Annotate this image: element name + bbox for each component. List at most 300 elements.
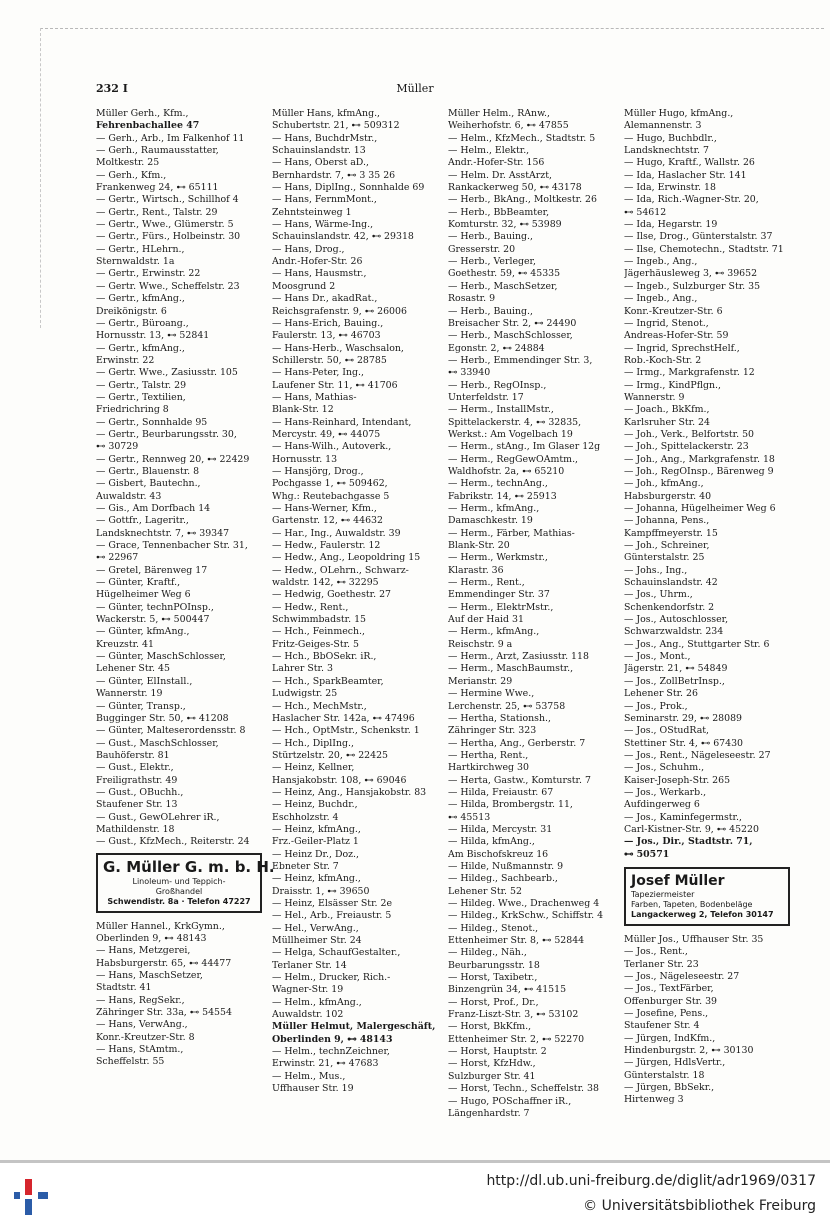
directory-entry-line: Müller Hugo, kfmAng., [624, 108, 734, 119]
directory-entry-line: — Joh., RegOInsp., Bärenweg 9 [624, 465, 774, 477]
directory-entry-line: Fehrenbachallee 47 [96, 120, 200, 132]
directory-entry-line: — Ida, Haslacher Str. 141 [624, 169, 747, 181]
directory-entry-line: waldstr. 142, ⊷ 32295 [272, 577, 379, 589]
directory-entry-line: Bernhardstr. 7, ⊷ 3 35 26 [272, 169, 396, 181]
directory-entry-line: Reichsgrafenstr. 9, ⊷ 26006 [272, 305, 407, 317]
page-edge-dashes-left [40, 28, 41, 328]
directory-entry-line: Carl-Kistner-Str. 9, ⊷ 45220 [624, 823, 759, 835]
directory-entry-line: — Horst, Prof., Dr., [448, 996, 539, 1008]
directory-entry-line: — Ingrid, Stenot., [624, 317, 709, 329]
directory-entry-line: — Hch., Feinmech., [272, 626, 366, 638]
directory-entry-line: Bauhöferstr. 81 [96, 749, 170, 761]
directory-entry-line: — Hch., SparkBeamter, [272, 675, 384, 687]
footer-divider [0, 1160, 830, 1163]
directory-entry-line: — Horst, Techn., Scheffelstr. 38 [448, 1083, 599, 1095]
directory-entry-line: Stürtzelstr. 20, ⊷ 22425 [272, 749, 389, 761]
directory-entry-line: — Gust., GewOLehrer iR., [96, 811, 220, 823]
directory-entry-line: Binzengrün 34, ⊷ 41515 [448, 984, 567, 996]
directory-entry-line: — Hans, Drog., [272, 243, 345, 255]
directory-entry-line: Jägerstr. 21, ⊷ 54849 [624, 663, 728, 675]
directory-entry-line: Stadtstr. 41 [96, 982, 152, 994]
page-edge-dashes [40, 28, 824, 29]
directory-entry-line: Fabrikstr. 14, ⊷ 25913 [448, 490, 557, 502]
directory-entry-line: Gartenstr. 12, ⊷ 44632 [272, 515, 383, 527]
directory-entry-line: Auwaldstr. 102 [272, 1009, 344, 1021]
directory-entry-line: Kampffmeyerstr. 15 [624, 527, 718, 539]
directory-entry-line: Kaiser-Joseph-Str. 265 [624, 774, 731, 786]
directory-entry-line: Merianstr. 29 [448, 675, 513, 687]
directory-entry-line: — Günter, MaschSchlosser, [96, 651, 226, 663]
directory-entry-line: — Hedwig, Goethestr. 27 [272, 589, 392, 601]
directory-entry-line: — Hans Dr., akadRat., [272, 293, 378, 305]
directory-entry-line: Andr.-Hofer-Str. 26 [272, 256, 363, 268]
directory-entry-line: Auf der Haid 31 [448, 614, 524, 626]
directory-entry-line: Egonstr. 2, ⊷ 24884 [448, 342, 545, 354]
directory-entry-line: Müller Helm., RAnw., [448, 108, 550, 119]
directory-entry-line: Rob.-Koch-Str. 2 [624, 354, 702, 366]
directory-entry-line: Faulerstr. 13, ⊷ 46703 [272, 330, 381, 342]
directory-entry-line: — Helga, SchaufGestalter., [272, 947, 401, 959]
directory-entry-line: — Gust., OBuchh., [96, 786, 184, 798]
directory-entry-line: ⊷ 22967 [96, 552, 139, 564]
directory-entry-line: — Hel., Arb., Freiaustr. 5 [272, 910, 392, 922]
directory-entry-line: — Ingeb., Ang., [624, 256, 698, 268]
directory-entry-line: Werkst.: Am Vogelbach 19 [448, 428, 573, 440]
directory-entry-line: — Herb., BkAng., Moltkestr. 26 [448, 194, 597, 206]
directory-entry-line: — Herm., InstallMstr., [448, 404, 554, 416]
directory-entry-line: — Hugo, POSchaffner iR., [448, 1095, 572, 1107]
directory-entry-line: — Hans, Metzgerei, [96, 945, 191, 957]
directory-entry-line: Reischstr. 9 a [448, 638, 513, 650]
directory-entry-line: — Gust., KfzMech., Reiterstr. 24 [96, 836, 250, 848]
directory-entry-line: — Hans-Wilh., Autoverk., [272, 441, 392, 453]
directory-entry-line: — Herm., stAng., Im Glaser 12g [448, 441, 601, 453]
directory-entry-line: — Hans, Mathias- [272, 391, 357, 403]
directory-entry-line: ⊷ 50571 [624, 848, 670, 860]
directory-entry-line: Hornusstr. 13, ⊷ 52841 [96, 330, 210, 342]
directory-entry-line: Ettenheimer Str. 2, ⊷ 52270 [448, 1033, 585, 1045]
directory-entry-line: Oberlinden 9, ⊷ 48143 [96, 932, 207, 944]
directory-column-2 [272, 108, 444, 1096]
directory-entry-line: Erwinstr. 22 [96, 354, 155, 366]
directory-entry-line: — Jos., TextFärber, [624, 983, 714, 995]
directory-entry-line: — Helm., Drucker, Rich.- [272, 972, 391, 984]
directory-entry-line: Hansjakobstr. 108, ⊷ 69046 [272, 774, 407, 786]
directory-entry-line: Hügelheimer Weg 6 [96, 589, 191, 601]
ad-contact-line: Schwendistr. 8a · Telefon 47227 [107, 896, 251, 906]
directory-entry-line: — Gertr., Büroang., [96, 317, 189, 329]
directory-entry-line: Sulzburger Str. 41 [448, 1070, 536, 1082]
directory-entry-line: Längenhardstr. 7 [448, 1107, 530, 1119]
directory-entry-line: Scheffelstr. 55 [96, 1056, 165, 1068]
directory-entry-line: — Jürgen, BbSekr., [624, 1082, 715, 1094]
directory-entry-line: — Hans, StAmtm., [96, 1044, 184, 1056]
directory-entry-line: Schwarzwaldstr. 234 [624, 626, 724, 638]
directory-entry-line: — Hertha, Stationsh., [448, 712, 551, 724]
directory-entry-line: Whg.: Reutebachgasse 5 [272, 490, 390, 502]
directory-entry-line: — Herm., Werkmstr., [448, 552, 548, 564]
directory-entry-line: Haslacher Str. 142a, ⊷ 47496 [272, 712, 415, 724]
directory-entry-line: Unterfeldstr. 17 [448, 391, 524, 403]
directory-entry-line: — Jos., Werkarb., [624, 786, 707, 798]
directory-entry-line: Terlaner Str. 23 [624, 958, 699, 970]
directory-entry-line: Mercystr. 49, ⊷ 44075 [272, 428, 381, 440]
directory-entry-line: — Jos., Rent., Nägeleseestr. 27 [624, 749, 771, 761]
directory-entry-line: — Horst, KfzHdw., [448, 1058, 536, 1070]
directory-entry-line: Lehener Str. 52 [448, 885, 522, 897]
directory-entry-line: — Jos., Ang., Stuttgarter Str. 6 [624, 638, 770, 650]
directory-entry-line: — Heinz, kfmAng., [272, 873, 361, 885]
directory-entry-line: Hartkirchweg 30 [448, 762, 529, 774]
directory-entry-line: — Hugo, Buchbdlr., [624, 132, 717, 144]
directory-entry-line: Landsknechtstr. 7 [624, 145, 709, 157]
ad-text-line: Großhandel [155, 886, 203, 896]
directory-entry-line: Klarastr. 36 [448, 564, 504, 576]
directory-entry-line: — Johs., Ing., [624, 564, 688, 576]
directory-entry-line: Komturstr. 32, ⊷ 53989 [448, 219, 562, 231]
directory-entry-line: — Herb., Emmendinger Str. 3, [448, 354, 593, 366]
directory-entry-line: Frz.-Geiler-Platz 1 [272, 836, 359, 848]
directory-entry-line: — Hugo, Kraftf., Wallstr. 26 [624, 157, 755, 169]
directory-entry-line: Andreas-Hofer-Str. 59 [624, 330, 729, 342]
directory-entry-line: — Hans, Wärme-Ing., [272, 219, 374, 231]
directory-entry-line: Lahrer Str. 3 [272, 663, 333, 675]
directory-entry-line: — Heinz, Elsässer Str. 2e [272, 898, 393, 909]
directory-entry-line: — Helm., Mus., [272, 1070, 346, 1082]
directory-entry-line: — Herb., MaschSetzer, [448, 280, 558, 292]
directory-entry-line: — Hilda, Mercystr. 31 [448, 823, 553, 835]
directory-entry-line: — Gertr., Erwinstr. 22 [96, 268, 201, 280]
page-number: 232 I [96, 82, 128, 95]
directory-entry-line: Draisstr. 1, ⊷ 39650 [272, 885, 370, 897]
directory-entry-line: Ludwigstr. 25 [272, 688, 338, 700]
directory-entry-line: Müllheimer Str. 24 [272, 935, 362, 947]
directory-entry-line: Schauinslandstr. 42, ⊷ 29318 [272, 231, 414, 243]
directory-entry-line: Franz-Liszt-Str. 3, ⊷ 53102 [448, 1009, 579, 1021]
directory-entry-line: Gresserstr. 20 [448, 243, 516, 255]
library-logo-icon [12, 1175, 52, 1217]
directory-entry-line: Konr.-Kreutzer-Str. 6 [624, 305, 723, 317]
directory-entry-line: Müller Helmut, Malergeschäft, [272, 1021, 436, 1033]
directory-entry-line: — Herb., Bauing., [448, 305, 534, 317]
directory-entry-line: Schenkendorfstr. 2 [624, 601, 715, 613]
directory-entry-line: — Günter, Kraftf., [96, 577, 181, 589]
directory-entry-line: Wannerstr. 9 [624, 391, 685, 403]
directory-entry-line: — Helm., KfzMech., Stadtstr. 5 [448, 132, 596, 144]
directory-entry-line: — Helm., Elektr., [448, 145, 530, 157]
directory-entry-line: — Hildeg., Stenot., [448, 922, 539, 934]
directory-entry-line: — Hildeg., Sachbearb., [448, 873, 558, 885]
directory-entry-line: Habsburgerstr. 40 [624, 490, 712, 502]
directory-entry-line: Laufener Str. 11, ⊷ 41706 [272, 379, 398, 391]
directory-entry-line: — Hans-Reinhard, Intendant, [272, 416, 412, 428]
directory-entry-line: ⊷ 45513 [448, 811, 491, 823]
directory-entry-line: — Jürgen, HdlsVertr., [624, 1057, 726, 1069]
directory-entry-line: — Heinz Dr., Doz., [272, 848, 360, 860]
advertisement-slot [624, 867, 796, 926]
directory-entry-line: — Gertr., Rennweg 20, ⊷ 22429 [96, 453, 250, 465]
directory-entry-line: Hornusstr. 13 [272, 453, 338, 465]
directory-entry-line: — Herb., RegOInsp., [448, 379, 547, 391]
directory-column-4 [624, 108, 796, 1107]
directory-entry-line: Moltkestr. 25 [96, 157, 160, 169]
directory-entry-line: — Hans, RegSekr., [96, 994, 185, 1006]
directory-entry-line: Zehntsteinweg 1 [272, 206, 352, 218]
directory-entry-line: — Jos., Dir., Stadtstr. 71, [624, 836, 753, 848]
directory-entry-line: — Hertha, Ang., Gerberstr. 7 [448, 737, 586, 749]
viewer-footer [0, 1160, 830, 1222]
directory-entry-line: — Heinz, Buchdr., [272, 799, 358, 811]
directory-entry-line: — Gertr., kfmAng., [96, 342, 185, 354]
directory-entry-line: — Günter, Transp., [96, 700, 186, 712]
directory-entry-line: — Ilse, Drog., Günterstalstr. 37 [624, 231, 773, 243]
directory-entry-line: — Hch., OptMstr., Schenkstr. 1 [272, 725, 420, 737]
directory-entry-line: — Gertr., kfmAng., [96, 293, 185, 305]
directory-entry-line: — Gretel, Bärenweg 17 [96, 564, 208, 576]
directory-entry-line: — Gis., Am Dorfbach 14 [96, 503, 211, 514]
directory-entry-line: — Hans-Werner, Kfm., [272, 503, 377, 514]
directory-entry-line: — Jürgen, IndKfm., [624, 1032, 716, 1044]
directory-entry-line: — Herb., BbBeamter, [448, 206, 550, 218]
directory-entry-line: — Herb., MaschSchlosser, [448, 330, 573, 342]
directory-entry-line: Blank-Str. 12 [272, 404, 334, 416]
directory-entry-line: Schwimmbadstr. 15 [272, 614, 367, 626]
directory-entry-line: — Gertr., Talstr. 29 [96, 379, 187, 391]
directory-entry-line: — Ilse, Chemotechn., Stadtstr. 71 [624, 243, 784, 255]
directory-entry-line: — Johanna, Pens., [624, 515, 710, 527]
directory-entry-line: — Hansjörg, Drog., [272, 465, 364, 477]
directory-entry-line: — Hch., BbOSekr. iR., [272, 651, 377, 663]
directory-entry-line: — Günter, technPOInsp., [96, 601, 214, 613]
directory-entry-line: ⊷ 54612 [624, 206, 667, 218]
directory-entry-line: — Ida, Hegarstr. 19 [624, 219, 718, 231]
directory-entry-line: — Günter, ElInstall., [96, 675, 193, 687]
directory-entry-line: Mathildenstr. 18 [96, 823, 175, 835]
directory-entry-line: — Herm., kfmAng., [448, 503, 540, 514]
directory-entry-line: — Heinz, Ang., Hansjakobstr. 83 [272, 786, 427, 798]
directory-entry-line: — Joh., Schreiner, [624, 540, 710, 552]
directory-entry-line: Ettenheimer Str. 8, ⊷ 52844 [448, 935, 585, 947]
directory-entry-line: — Herm., kfmAng., [448, 626, 540, 638]
directory-entry-line: — Hel., VerwAng., [272, 922, 359, 934]
directory-entry-line: — Ingeb., Sulzburger Str. 35 [624, 280, 761, 292]
directory-entry-line: Rosastr. 9 [448, 293, 496, 305]
directory-entry-line: Günterstalstr. 25 [624, 552, 705, 564]
directory-entry-line: — Herb., Bauing., [448, 231, 534, 243]
directory-entry-line: — Gertr., Sonnhalde 95 [96, 416, 208, 428]
directory-entry-line: Kreuzstr. 41 [96, 638, 154, 650]
directory-entry-line: — Gertr. Wwe., Scheffelstr. 23 [96, 280, 240, 292]
directory-entry-line: — Hilda, kfmAng., [448, 836, 535, 848]
directory-entry-line: — Herm., MaschBaumstr., [448, 663, 574, 675]
directory-entry-line: Beurbarungsstr. 18 [448, 959, 540, 971]
directory-entry-line: — Joach., BkKfm., [624, 404, 710, 416]
ad-text-line: Farben, Tapeten, Bodenbeläge [631, 899, 753, 909]
directory-column-3 [448, 108, 620, 1120]
directory-entry-line: Wackerstr. 5, ⊷ 500447 [96, 614, 210, 626]
advertiser-name: Josef Müller [631, 872, 725, 889]
directory-entry-line: — Joh., Verk., Belfortstr. 50 [624, 428, 755, 440]
directory-entry-line: — Hilde, Nußmannstr. 9 [448, 860, 564, 872]
directory-entry-line: Andr.-Hofer-Str. 156 [448, 157, 545, 169]
directory-entry-line: Dreikönigstr. 6 [96, 305, 167, 317]
directory-entry-line: Freiligrathstr. 49 [96, 774, 178, 786]
directory-entry-line: Karlsruher Str. 24 [624, 416, 710, 428]
advertisement-box [624, 867, 790, 926]
directory-entry-line: — Helm., kfmAng., [272, 996, 362, 1008]
directory-entry-line: — Ingrid, SprechstHelf., [624, 342, 740, 354]
directory-entry-line: — Gertr., Wirtsch., Schillhof 4 [96, 194, 239, 206]
directory-entry-line: Am Bischofskreuz 16 [448, 848, 549, 860]
directory-entry-line: Weiherhofstr. 6, ⊷ 47855 [448, 120, 569, 132]
directory-entry-line: Müller Gerh., Kfm., [96, 108, 189, 119]
directory-entry-line: — Joh., kfmAng., [624, 478, 704, 490]
directory-entry-line: — Hans, FernmMont., [272, 194, 377, 206]
directory-entry-line: — Hans, MaschSetzer, [96, 970, 203, 981]
directory-entry-line: — Jos., Prok., [624, 700, 688, 712]
directory-entry-line: — Gertr., HLehrn., [96, 243, 185, 255]
ad-text-line: Linoleum- und Teppich- [132, 876, 226, 886]
directory-entry-line: Müller Hans, kfmAng., [272, 108, 381, 119]
directory-entry-line: — Gust., MaschSchlosser, [96, 737, 219, 749]
directory-entry-line: Erwinstr. 21, ⊷ 47683 [272, 1058, 379, 1070]
directory-entry-line: Rankackerweg 50, ⊷ 43178 [448, 182, 582, 194]
directory-entry-line: Ebneter Str. 7 [272, 860, 339, 872]
directory-entry-line: ⊷ 30729 [96, 441, 139, 453]
directory-entry-line: Emmendinger Str. 37 [448, 589, 550, 601]
directory-entry-line: Friedrichring 8 [96, 404, 169, 416]
directory-entry-line: — Hans, Oberst aD., [272, 157, 369, 169]
directory-entry-line: Lehener Str. 45 [96, 663, 170, 675]
directory-entry-line: Offenburger Str. 39 [624, 995, 717, 1007]
directory-entry-line: — Gertr., Rent., Talstr. 29 [96, 206, 218, 218]
directory-entry-line: — Herm., RegGewOAmtm., [448, 453, 579, 465]
directory-entry-line: Staufener Str. 4 [624, 1020, 700, 1032]
directory-entry-line: — Jos., Schuhm., [624, 762, 705, 774]
directory-entry-line: — Irmg., KindPflgn., [624, 379, 721, 391]
directory-entry-line: Damaschkestr. 19 [448, 515, 533, 527]
directory-entry-line: Spittelackerstr. 4, ⊷ 32835, [448, 416, 582, 428]
directory-entry-line: Breisacher Str. 2, ⊷ 24490 [448, 317, 577, 329]
directory-entry-line: — Hans-Herb., Waschsalon, [272, 342, 404, 354]
directory-entry-line: — Hans-Peter, Ing., [272, 367, 364, 379]
directory-entry-line: Wannerstr. 19 [96, 688, 163, 700]
directory-entry-line: Hirtenweg 3 [624, 1094, 684, 1106]
directory-entry-line: — Jos., Mont., [624, 651, 691, 663]
directory-entry-line: Uffhauser Str. 19 [272, 1083, 354, 1095]
directory-entry-line: — Hans, DiplIng., Sonnhalde 69 [272, 182, 425, 194]
directory-entry-line: — Hedw., Ang., Leopoldring 15 [272, 552, 421, 564]
directory-entry-line: — Gisbert, Bautechn., [96, 478, 201, 490]
directory-entry-line: Terlaner Str. 14 [272, 959, 347, 971]
directory-entry-line: — Gerh., Kfm., [96, 169, 167, 181]
directory-entry-line: — Gust., Elektr., [96, 762, 174, 774]
directory-entry-line: Goethestr. 59, ⊷ 45335 [448, 268, 561, 280]
directory-entry-line: — Hilda, Freiaustr. 67 [448, 786, 554, 798]
directory-entry-line: — Gerh., Raumausstatter, [96, 145, 219, 157]
directory-entry-line: — Hedw., Rent., [272, 601, 349, 613]
directory-entry-line: — Johanna, Hügelheimer Weg 6 [624, 503, 776, 514]
directory-entry-line: — Herm., Arzt, Zasiusstr. 118 [448, 651, 589, 663]
directory-entry-line: — Joh., Spittelackerstr. 23 [624, 441, 749, 453]
directory-entry-line: Blank-Str. 20 [448, 540, 510, 552]
copyright-notice: © Universitätsbibliothek Freiburg [583, 1198, 816, 1214]
directory-entry-line: — Gertr., Beurbarungsstr. 30, [96, 428, 237, 440]
advertisement-slot [96, 853, 275, 913]
directory-entry-line: Wagner-Str. 19 [272, 984, 344, 996]
directory-entry-line: — Günter, kfmAng., [96, 626, 190, 638]
directory-entry-line: — Hedw., OLehrn., Schwarz- [272, 564, 409, 576]
directory-entry-line: — Gottfr., Lageritr., [96, 515, 189, 527]
ad-contact-line: Langackerweg 2, Telefon 30147 [631, 909, 774, 919]
directory-entry-line: Frankenweg 24, ⊷ 65111 [96, 182, 219, 194]
directory-entry-line: — Har., Ing., Auwaldstr. 39 [272, 527, 401, 539]
directory-entry-line: — Hertha, Rent., [448, 749, 529, 761]
directory-entry-line: Seminarstr. 29, ⊷ 28089 [624, 712, 743, 724]
directory-entry-line: Moosgrund 2 [272, 280, 336, 292]
directory-entry-line: — Hedw., Faulerstr. 12 [272, 540, 381, 552]
directory-entry-line: Aufdingerweg 6 [624, 799, 700, 811]
directory-entry-line: — Jos., Kaminfegermstr., [624, 811, 742, 823]
directory-entry-line: — Joh., Ang., Markgrafenstr. 18 [624, 453, 775, 465]
directory-entry-line: Habsburgerstr. 65, ⊷ 44477 [96, 957, 232, 969]
directory-entry-line: — Herta, Gastw., Komturstr. 7 [448, 774, 591, 786]
advertisement-box [96, 853, 275, 913]
directory-entry-line: — Hch., DiplIng., [272, 737, 354, 749]
directory-entry-line: — Hans, VerwAng., [96, 1019, 188, 1031]
directory-entry-line: — Günter, Malteserordensstr. 8 [96, 725, 246, 737]
directory-entry-line: Alemannenstr. 3 [624, 120, 702, 132]
directory-entry-line: Eschholzstr. 4 [272, 811, 339, 823]
directory-entry-line: Stettiner Str. 4, ⊷ 67430 [624, 737, 744, 749]
directory-entry-line: Günterstalstr. 18 [624, 1069, 705, 1081]
directory-column-1 [96, 108, 275, 1069]
directory-entry-line: — Ida, Rich.-Wagner-Str. 20, [624, 194, 759, 206]
ad-text-line: Tapeziermeister [631, 889, 695, 899]
directory-entry-line: Oberlinden 9, ⊷ 48143 [272, 1033, 393, 1045]
source-url-link[interactable]: http://dl.ub.uni-freiburg.de/diglit/adr1969/0317 [486, 1173, 816, 1189]
directory-entry-line: — Jos., Uhrm., [624, 589, 693, 601]
directory-entry-line: Lerchenstr. 25, ⊷ 53758 [448, 700, 566, 712]
directory-entry-line: — Ida, Erwinstr. 18 [624, 182, 716, 194]
advertiser-name: G. Müller G. m. b. H. [103, 857, 275, 876]
directory-entry-line: — Horst, Hauptstr. 2 [448, 1046, 547, 1058]
directory-entry-line: — Jos., OStudRat, [624, 725, 710, 737]
directory-entry-line: Schauinslandstr. 13 [272, 145, 366, 157]
directory-entry-line: — Hildeg. Wwe., Drachenweg 4 [448, 898, 600, 909]
directory-entry-line: — Gertr., Wwe., Glümerstr. 5 [96, 219, 234, 231]
directory-entry-line: Pochgasse 1, ⊷ 509462, [272, 478, 388, 490]
directory-entry-line: — Ingeb., Ang., [624, 293, 698, 305]
directory-entry-line: — Helm., technZeichner, [272, 1046, 390, 1058]
directory-entry-line: — Herm., Färber, Mathias- [448, 527, 575, 539]
directory-entry-line: Bugginger Str. 50, ⊷ 41208 [96, 712, 229, 724]
page-heading: Müller [396, 82, 434, 95]
directory-entry-line: Fritz-Geiges-Str. 5 [272, 638, 359, 650]
directory-entry-line: Schubertstr. 21, ⊷ 509312 [272, 120, 400, 132]
directory-entry-line: Hindenburgstr. 2, ⊷ 30130 [624, 1045, 754, 1057]
directory-entry-line: — Herm., Rent., [448, 577, 525, 589]
directory-entry-line: Lehener Str. 26 [624, 688, 698, 700]
directory-entry-line: — Gertr. Wwe., Zasiusstr. 105 [96, 367, 238, 379]
directory-entry-line: Waldhofstr. 2a, ⊷ 65210 [448, 465, 565, 477]
directory-entry-line: — Herb., Verleger, [448, 256, 536, 268]
directory-entry-line: — Irmg., Markgrafenstr. 12 [624, 367, 755, 379]
directory-entry-line: — Heinz, Kellner, [272, 762, 355, 774]
directory-entry-line: Schauinslandstr. 42 [624, 577, 718, 589]
directory-entry-line: — Hans, Hausmstr., [272, 268, 367, 280]
directory-entry-line: — Gertr., Fürs., Holbeinstr. 30 [96, 231, 241, 243]
